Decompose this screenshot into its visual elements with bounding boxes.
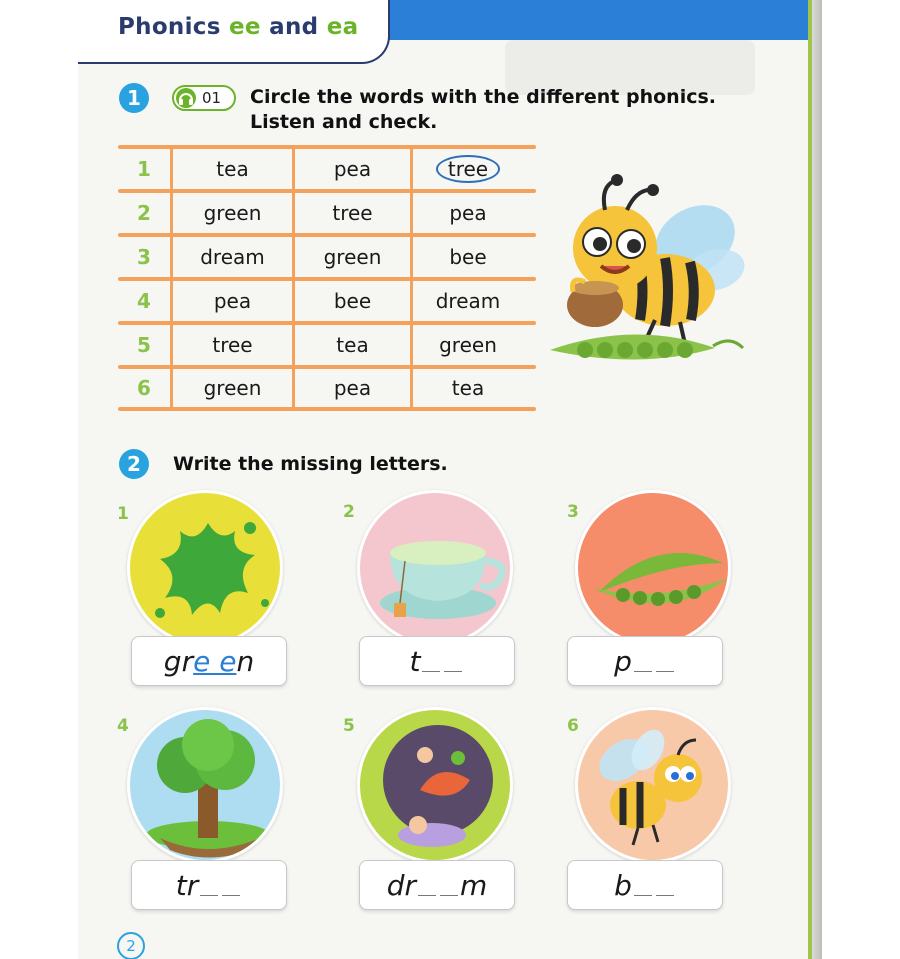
page-edge <box>812 0 822 959</box>
item-number: 5 <box>343 716 355 736</box>
bee-with-pot-illustration <box>545 170 750 370</box>
row-number: 4 <box>137 289 151 313</box>
word-cell[interactable]: tea <box>451 376 485 400</box>
audio-track-number: 01 <box>202 89 222 107</box>
word-grid <box>118 145 536 411</box>
blank <box>440 874 458 896</box>
answer-box[interactable]: gr e e n <box>131 636 287 686</box>
row-number: 6 <box>137 376 151 400</box>
exercise-1-number: 1 <box>119 83 149 113</box>
headphones-icon <box>176 88 196 108</box>
page-title: Phonics ee and ea <box>118 14 359 40</box>
word-cell[interactable]: bee <box>333 289 372 313</box>
answer-circle: tree <box>436 155 500 183</box>
word-cell[interactable]: green <box>203 376 262 400</box>
blank <box>200 874 218 896</box>
cup-of-tea-picture <box>357 490 513 646</box>
word-cell[interactable]: green <box>439 333 497 357</box>
exercise-1-instruction: Circle the words with the different phonics. Listen and check. <box>250 86 716 133</box>
blank <box>222 874 240 896</box>
exercise-2-instruction: Write the missing letters. <box>173 453 448 475</box>
word-cell[interactable]: pea <box>213 289 252 313</box>
exercise-2-number: 2 <box>119 449 149 479</box>
answer-box[interactable]: t <box>359 636 515 686</box>
word-cell[interactable]: tree <box>332 201 373 225</box>
word-cell[interactable]: pea <box>333 376 372 400</box>
blank <box>634 874 652 896</box>
page-number: 2 <box>117 932 145 959</box>
answer-box[interactable]: p <box>567 636 723 686</box>
green-splash-picture <box>127 490 283 646</box>
blank <box>422 650 440 672</box>
word-cell[interactable]: tree <box>212 333 253 357</box>
word-cell[interactable]: pea <box>333 157 372 181</box>
tree-picture <box>127 707 283 863</box>
audio-track-badge[interactable] <box>172 85 236 111</box>
word-cell[interactable]: tea <box>216 157 249 181</box>
pea-pod-picture <box>575 490 731 646</box>
answer-box[interactable]: dr m <box>359 860 515 910</box>
answer-box[interactable]: tr <box>131 860 287 910</box>
word-cell[interactable]: bee <box>449 245 487 269</box>
answer-box[interactable]: b <box>567 860 723 910</box>
dream-picture <box>357 707 513 863</box>
item-number: 1 <box>117 504 129 524</box>
word-cell[interactable]: green <box>323 245 382 269</box>
word-cell-circled[interactable] <box>413 149 523 189</box>
filled-letters: e e <box>193 644 237 678</box>
blank <box>444 650 462 672</box>
word-cell[interactable]: dream <box>200 245 265 269</box>
bee-picture <box>575 707 731 863</box>
item-number: 6 <box>567 716 579 736</box>
blank <box>656 650 674 672</box>
title-ea: ea <box>326 14 359 40</box>
item-number: 4 <box>117 716 129 736</box>
blank <box>634 650 652 672</box>
row-number: 2 <box>137 201 151 225</box>
row-number: 3 <box>137 245 151 269</box>
item-number: 2 <box>343 502 355 522</box>
row-number: 1 <box>137 157 151 181</box>
word-cell[interactable]: dream <box>435 289 501 313</box>
row-number: 5 <box>137 333 151 357</box>
word-cell[interactable]: green <box>203 201 262 225</box>
word-cell[interactable]: tea <box>336 333 369 357</box>
word-cell[interactable]: pea <box>449 201 487 225</box>
blank <box>656 874 674 896</box>
blank <box>418 874 436 896</box>
item-number: 3 <box>567 502 579 522</box>
title-ee: ee <box>229 14 261 40</box>
